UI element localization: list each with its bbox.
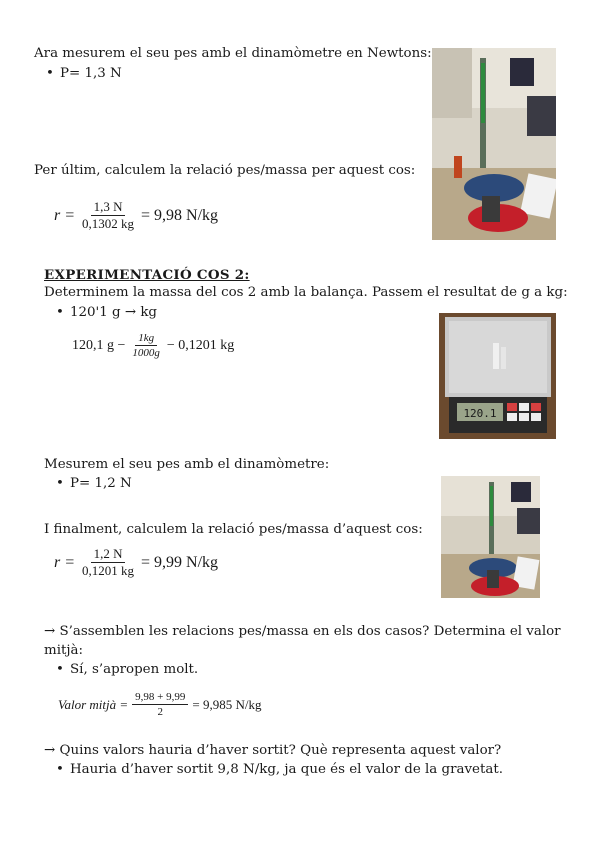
mean-lhs: Valor mitjà = <box>58 696 129 712</box>
bullet-text: 120'1 g → kg <box>70 305 158 320</box>
formula-conversion <box>72 332 234 359</box>
bullet-text: Sí, s’apropen molt. <box>70 662 199 677</box>
formula-rhs: = 9,98 N/kg <box>141 206 219 224</box>
bullet-dot: • <box>56 476 64 491</box>
bullet-weight-2 <box>56 476 132 491</box>
bullet-weight-1 <box>46 66 122 81</box>
text-relation-intro-2: I finalment, calculem la relació pes/massa d’aquest cos: <box>44 522 423 537</box>
fraction-numerator: 9,98 + 9,99 <box>132 691 188 705</box>
text-relation-intro-1: Per últim, calculem la relació pes/massa per aquest cos: <box>34 163 416 178</box>
answer-1 <box>56 662 198 677</box>
bullet-text: P= 1,2 N <box>70 476 132 491</box>
conversion-fraction <box>129 332 163 359</box>
scale-display-reading: 120.1 <box>463 407 497 420</box>
formula-ratio-2 <box>54 547 218 579</box>
formula-lhs: r = <box>54 206 76 224</box>
fraction-denominator: 0,1302 kg <box>82 216 135 232</box>
formula-rhs: = 9,99 N/kg <box>141 553 219 571</box>
conversion-left: 120,1 g − <box>72 337 126 353</box>
bullet-dot: • <box>56 662 64 677</box>
heading-experiment-2: EXPERIMENTACIÓ COS 2: <box>44 267 250 283</box>
text-mass-intro-2: Determinem la massa del cos 2 amb la balança. Passem el resultat de g a kg: <box>44 285 568 300</box>
fraction-denominator: 0,1201 kg <box>82 563 135 579</box>
question-2: → Quins valors hauria d’haver sortit? Què representa aquest valor? <box>44 743 502 758</box>
bullet-mass-2 <box>56 305 157 320</box>
mean-rhs: = 9,985 N/kg <box>192 696 262 712</box>
text-weight-intro-2: Mesurem el seu pes amb el dinamòmetre: <box>44 457 330 472</box>
text-weight-intro-1: Ara mesurem el seu pes amb el dinamòmetre en Newtons: <box>34 46 432 61</box>
bullet-text: Hauria d’haver sortit 9,8 N/kg, ja que és el valor de la gravetat. <box>70 762 503 777</box>
fraction-denominator: 1000g <box>132 347 160 360</box>
mean-fraction <box>132 691 188 718</box>
fraction-numerator: 1,3 N <box>91 200 126 216</box>
fraction-denominator: 2 <box>157 706 164 719</box>
question-1-line-2: mitjà: <box>44 643 84 658</box>
bullet-dot: • <box>56 762 64 777</box>
fraction-numerator: 1kg <box>135 332 157 346</box>
formula-fraction <box>79 200 137 232</box>
formula-ratio-1 <box>54 200 218 232</box>
bullet-text: P= 1,3 N <box>60 66 122 81</box>
conversion-right: − 0,1201 kg <box>166 337 235 353</box>
formula-fraction <box>79 547 137 579</box>
question-1-line-1: → S’assemblen les relacions pes/massa en els dos casos? Determina el valor <box>44 624 561 639</box>
fraction-numerator: 1,2 N <box>91 547 126 563</box>
bullet-dot: • <box>46 66 54 81</box>
formula-mean <box>58 691 261 718</box>
formula-lhs: r = <box>54 553 76 571</box>
photo-scale <box>439 313 556 439</box>
photo-dynamometer-2 <box>441 476 540 598</box>
photo-dynamometer-1 <box>432 48 556 240</box>
bullet-dot: • <box>56 305 64 320</box>
answer-2 <box>56 762 503 777</box>
